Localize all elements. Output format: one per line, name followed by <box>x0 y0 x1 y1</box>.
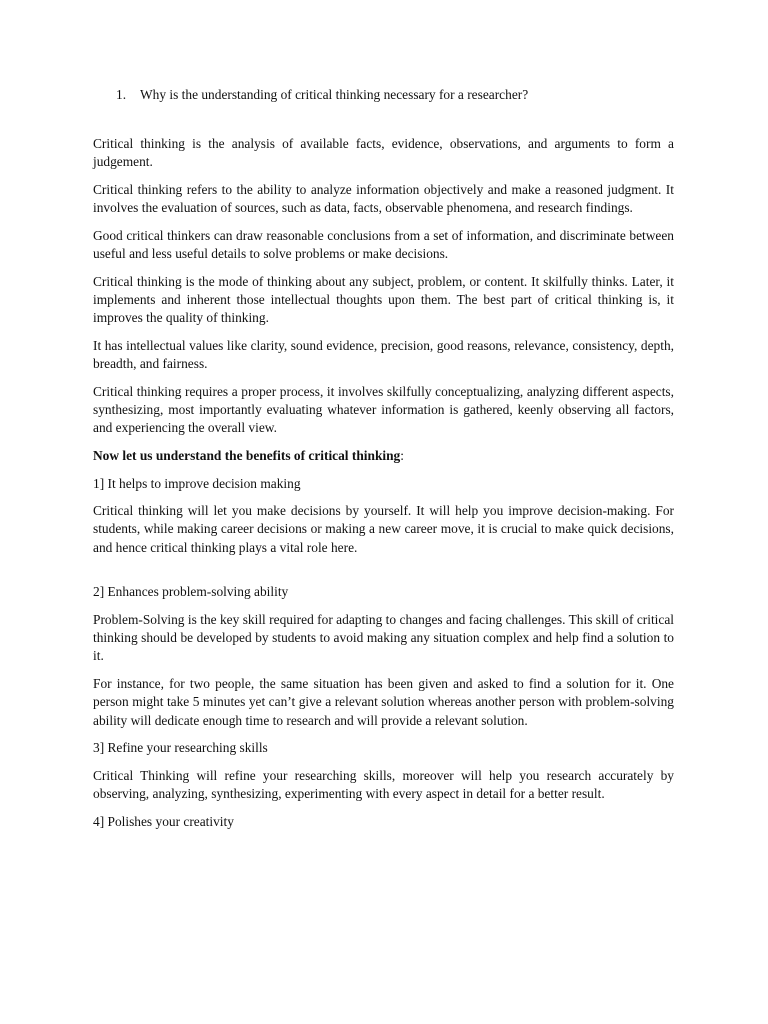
paragraph-definition: Critical thinking is the analysis of available facts, evidence, observations, and arguments to form a judgement. <box>93 136 674 170</box>
spacer <box>93 566 674 583</box>
benefit-heading-decision-making: 1] It helps to improve decision making <box>93 475 301 491</box>
benefits-intro-bold: Now let us understand the benefits of critical thinking <box>93 447 401 463</box>
document-page <box>93 86 674 841</box>
paragraph-good-thinkers: Good critical thinkers can draw reasonable conclusions from a set of information, and discriminate between useful and less useful details to solve problems or make decisions. <box>93 227 674 262</box>
benefit-heading-creativity: 4] Polishes your creativity <box>93 813 234 829</box>
benefit-heading-research-skills: 3] Refine your researching skills <box>93 740 268 756</box>
benefit-text-decision-making: Critical thinking will let you make decisions by yourself. It will help you improve decision-making. For students, while making career decisions or making a new career move, it is crucial to make quick decisions, and hence critical thinking plays a vital role here. <box>93 503 674 555</box>
paragraph-ability: Critical thinking refers to the ability to analyze information objectively and make a reasoned judgment. It involves the evaluation of sources, such as data, facts, observable phenomena, and research findings. <box>93 181 674 216</box>
benefits-intro <box>93 447 674 465</box>
question-text: Why is the understanding of critical thinking necessary for a researcher? <box>140 87 529 102</box>
benefit-text-problem-solving-example: For instance, for two people, the same situation has been given and asked to find a solution for it. One person might take 5 minutes yet can’t give a relevant solution whereas another person with problem-solving ability will dedicate enough time to research and will provide a relevant solution. <box>93 676 674 728</box>
paragraph-intellectual-values: It has intellectual values like clarity, sound evidence, precision, good reasons, relevance, consistency, depth, breadth, and fairness. <box>93 337 674 372</box>
question-number: 1. <box>116 87 127 102</box>
paragraph-process: Critical thinking requires a proper process, it involves skilfully conceptualizing, analyzing different aspects, synthesizing, most importantly evaluating whatever information is gathered, keenly observing all factors, and experiencing the overall view. <box>93 383 674 436</box>
benefit-text-research-skills: Critical Thinking will refine your researching skills, moreover will help you research accurately by observing, analyzing, synthesizing, experimenting with every aspect in detail for a better result. <box>93 767 674 802</box>
benefit-heading-problem-solving: 2] Enhances problem-solving ability <box>93 584 289 600</box>
paragraph-mode-of-thinking: Critical thinking is the mode of thinking about any subject, problem, or content. It skilfully thinks. Later, it implements and inherent those intellectual thoughts upon them. The best part of critical thinking is, it improves the quality of thinking. <box>93 273 674 326</box>
benefit-text-problem-solving: Problem-Solving is the key skill required for adapting to changes and facing challenges. This skill of critical thinking should be developed by students to avoid making any situation complex and help find a solution to it. <box>93 612 674 664</box>
question-item <box>93 86 674 104</box>
benefits-intro-suffix: : <box>400 447 404 463</box>
